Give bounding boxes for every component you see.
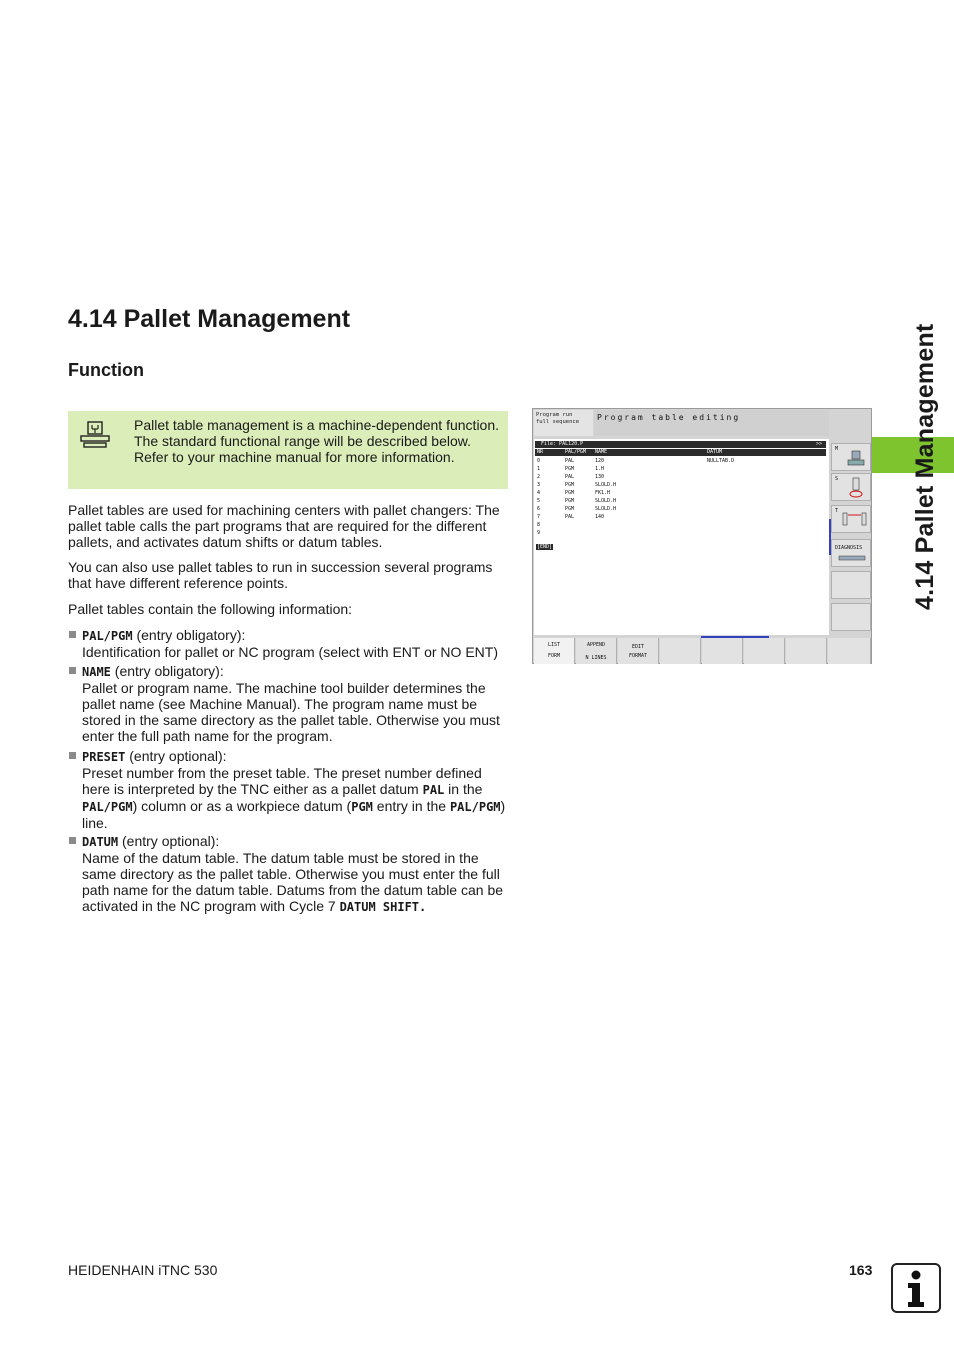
file-name: File: PAL120.P bbox=[541, 441, 584, 447]
cell-pal-pgm: PGM bbox=[565, 466, 575, 472]
list-item-text: (entry obligatory): bbox=[110, 663, 224, 679]
softkey-label: FORM bbox=[547, 653, 561, 659]
table-row[interactable] bbox=[535, 505, 826, 513]
list-item-text: ) line. bbox=[82, 798, 506, 831]
diagnosis-icon bbox=[838, 554, 866, 562]
list-item-text: (entry obligatory): bbox=[132, 627, 246, 643]
softkey-label: FORMAT bbox=[628, 653, 648, 659]
column-header-name: NAME bbox=[595, 449, 608, 455]
softkey-label: DIAGNOSIS bbox=[835, 545, 863, 551]
machine-note-text: Pallet table management is a machine-dependent function. The standard functional range will be described below. Refer to your machine manual for more information. bbox=[134, 417, 500, 465]
cell-nr: 4 bbox=[537, 490, 541, 496]
keyword: PGM bbox=[351, 800, 373, 814]
keyword: PAL bbox=[422, 783, 445, 797]
softkey-edit-format[interactable] bbox=[618, 638, 659, 664]
softkey-empty[interactable] bbox=[786, 638, 827, 664]
bullet-square-icon bbox=[69, 667, 76, 674]
cell-nr: 2 bbox=[537, 474, 541, 480]
cell-nr: 9 bbox=[537, 530, 541, 536]
list-item-text: Pallet or program name. The machine tool builder determines the pallet name (see Machine Manual). The program name must be stored in the same directory as the pallet table. Otherwise you must enter the full path name for the program. bbox=[82, 680, 500, 744]
list-item-text: (entry optional): bbox=[125, 748, 227, 764]
cell-pal-pgm: PAL bbox=[565, 474, 575, 480]
keyword: PAL/PGM bbox=[82, 629, 133, 643]
cell-name: 140 bbox=[595, 514, 605, 520]
table-editor-screen bbox=[534, 439, 829, 635]
cell-pal-pgm: PGM bbox=[565, 490, 575, 496]
cell-nr: 6 bbox=[537, 506, 541, 512]
cell-pal-pgm: PGM bbox=[565, 498, 575, 504]
softkey-label: T bbox=[835, 508, 839, 514]
cell-name: SLOLD.H bbox=[595, 482, 617, 488]
page-number: 163 bbox=[849, 1262, 873, 1278]
list-item-text: Identification for pallet or NC program (select with ENT or NO ENT) bbox=[82, 644, 498, 660]
page-title: 4.14 Pallet Management bbox=[68, 305, 351, 333]
table-row[interactable] bbox=[535, 481, 826, 489]
tnc-screenshot bbox=[532, 408, 872, 664]
cell-nr: 3 bbox=[537, 482, 541, 488]
cell-name: 130 bbox=[595, 474, 605, 480]
softkey-label: N LINES bbox=[585, 655, 607, 661]
cell-name: SLOLD.H bbox=[595, 498, 617, 504]
keyword: DATUM SHIFT. bbox=[339, 900, 427, 914]
cell-pal-pgm: PAL bbox=[565, 458, 575, 464]
softkey-label: M bbox=[835, 446, 839, 452]
info-icon bbox=[890, 1262, 942, 1314]
list-item-text: in the bbox=[444, 781, 483, 797]
softkey-empty[interactable] bbox=[660, 638, 701, 664]
section-title: Function bbox=[68, 360, 144, 380]
table-row[interactable] bbox=[535, 457, 826, 465]
table-row[interactable] bbox=[535, 513, 826, 521]
list-item bbox=[68, 833, 512, 915]
table-row[interactable] bbox=[535, 473, 826, 481]
softkey-list-form[interactable] bbox=[534, 638, 575, 664]
keyword: PAL/PGM bbox=[82, 800, 133, 814]
chapter-side-title: 4.14 Pallet Management bbox=[911, 323, 939, 610]
softkey-label: S bbox=[835, 476, 839, 482]
list-item bbox=[68, 663, 512, 744]
bullet-square-icon bbox=[69, 837, 76, 844]
cell-nr: 1 bbox=[537, 466, 541, 472]
keyword: NAME bbox=[82, 665, 111, 679]
cell-nr: 7 bbox=[537, 514, 541, 520]
cell-name: 120 bbox=[595, 458, 605, 464]
table-header bbox=[535, 449, 826, 456]
footer-manual-title: HEIDENHAIN iTNC 530 bbox=[68, 1262, 218, 1278]
table-row[interactable] bbox=[535, 521, 826, 529]
cell-pal-pgm: PGM bbox=[565, 482, 575, 488]
softkey-diagnosis[interactable] bbox=[831, 539, 871, 567]
succession-paragraph: You can also use pallet tables to run in succession several programs that have different reference points. bbox=[68, 559, 493, 591]
softkey-label: EDIT bbox=[631, 644, 645, 650]
keyword: PAL/PGM bbox=[449, 800, 501, 814]
list-item-text: Name of the datum table. The datum table must be stored in the same directory as the pallet table. Otherwise you must enter the full path name for the datum table. Datums from the datum table can be activated in the NC program with Cycle 7 bbox=[82, 850, 504, 914]
table-row[interactable] bbox=[535, 529, 826, 537]
column-header-nr: NR bbox=[537, 449, 544, 455]
tool-icon bbox=[840, 509, 870, 531]
machine-mode-line: full sequence bbox=[536, 419, 580, 425]
bullet-square-icon bbox=[69, 631, 76, 638]
keyword: DATUM bbox=[82, 835, 119, 849]
softkey-empty[interactable] bbox=[744, 638, 785, 664]
cell-nr: 0 bbox=[537, 458, 541, 464]
machine-mode-line: Program run bbox=[536, 412, 573, 418]
softkey-empty[interactable] bbox=[831, 571, 871, 599]
cell-name: SLOLD.H bbox=[595, 506, 617, 512]
softkey-empty[interactable] bbox=[831, 603, 871, 631]
list-item-text: Preset number from the preset table. The preset number defined here is interpreted by the TNC either as a pallet datum bbox=[82, 765, 482, 797]
cell-pal-pgm: PGM bbox=[565, 506, 575, 512]
softkey-s-functions[interactable] bbox=[831, 473, 871, 501]
programming-mode-display: Program table editing bbox=[594, 410, 829, 436]
cell-name: 1.H bbox=[595, 466, 605, 472]
list-item bbox=[68, 627, 512, 660]
list-item-text: ) column or as a workpiece datum ( bbox=[132, 798, 352, 814]
spindle-icon bbox=[846, 450, 866, 468]
list-item-text: entry in the bbox=[372, 798, 450, 814]
list-item bbox=[68, 748, 512, 831]
scroll-right-marker: >> bbox=[815, 441, 822, 447]
softkey-t-functions[interactable] bbox=[831, 505, 871, 533]
cell-name: FK1.H bbox=[595, 490, 611, 496]
cell-pal-pgm: PAL bbox=[565, 514, 575, 520]
cell-nr: 8 bbox=[537, 522, 541, 528]
spindle-speed-icon bbox=[846, 477, 866, 499]
table-row[interactable] bbox=[535, 489, 826, 497]
contents-paragraph: Pallet tables contain the following information: bbox=[68, 601, 353, 617]
column-header-pal-pgm: PAL/PGM bbox=[565, 449, 587, 455]
softkey-label: LIST bbox=[547, 642, 561, 648]
end-of-table-marker: [END] bbox=[537, 544, 553, 550]
machine-note-box bbox=[68, 411, 508, 489]
softkey-label: APPEND bbox=[586, 642, 606, 648]
column-header-datum: DATUM bbox=[707, 449, 723, 455]
keyword: PRESET bbox=[82, 750, 126, 764]
machine-mode-display bbox=[534, 410, 593, 436]
softkey-empty[interactable] bbox=[828, 638, 871, 664]
table-row[interactable] bbox=[535, 465, 826, 473]
machine-dependent-icon bbox=[80, 421, 110, 449]
cell-nr: 5 bbox=[537, 498, 541, 504]
cell-datum: NULLTAB.D bbox=[707, 458, 735, 464]
table-row[interactable] bbox=[535, 497, 826, 505]
softkey-empty[interactable] bbox=[702, 638, 743, 664]
softkey-append-n-lines[interactable] bbox=[576, 638, 617, 664]
intro-paragraph: Pallet tables are used for machining centers with pallet changers: The pallet table calls the part programs that are required for the different pallets, and activates datum shifts or datum tables. bbox=[68, 502, 500, 550]
softkey-m-functions[interactable] bbox=[831, 443, 871, 471]
bullet-square-icon bbox=[69, 752, 76, 759]
list-item-text: (entry optional): bbox=[118, 833, 220, 849]
file-name-bar bbox=[535, 441, 826, 448]
